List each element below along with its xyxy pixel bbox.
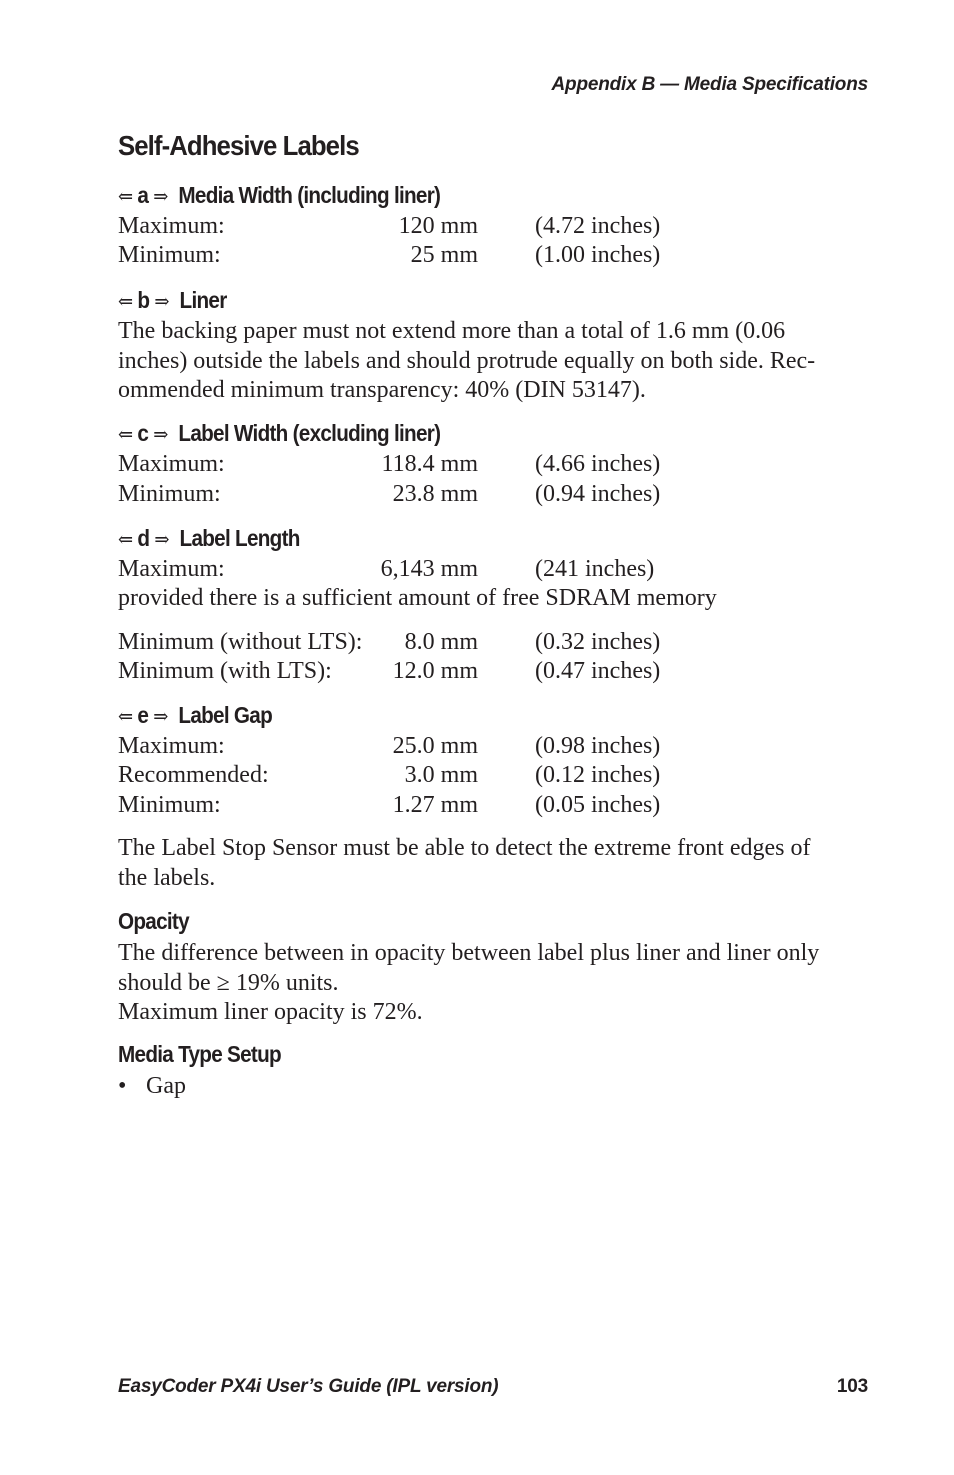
bullet-icon: •: [118, 1073, 127, 1099]
spec-row-label-length-min-without-lts: Minimum (without LTS): 8.0 mm (0.32 inches): [118, 629, 661, 655]
spec-row-label-length-max: Maximum: 6,143 mm (241 inches): [118, 556, 655, 582]
running-head: Appendix B — Media Specifications: [551, 74, 868, 95]
section-b-heading: ⇐ b ⇒ Liner: [118, 287, 227, 313]
spec-row-label-length-min-with-lts: Minimum (with LTS): 12.0 mm (0.47 inches): [118, 658, 661, 684]
spec-row-label-gap-max: Maximum: 25.0 mm (0.98 inches): [118, 733, 661, 759]
spec-row-media-width-max: Maximum: 120 mm (4.72 inches): [118, 213, 661, 239]
opacity-description: The difference between in opacity between label plus liner and liner only should be ≥ 19% units. Maximum liner opacity is 72%.: [118, 940, 820, 1025]
liner-description: The backing paper must not extend more than a total of 1.6 mm (0.06 inches) outside the labels and should protrude equally on both side. Rec- ommended minimum transparency: 40% (DIN 53147).: [118, 318, 816, 403]
document-page: Appendix B — Media Specifications Self-Adhesive Labels ⇐ a ⇒ Media Width (including liner) Maximum: 120 mm (4.72 inches) Minimum: 25 mm (1.00 inches) ⇐ b ⇒ Liner The backing paper must not extend more than a total of 1.6 mm (0.06 inches) outside the labels and should protrude equally on both side. Rec- ommended minimum transparency: 40% (DIN 53147). ⇐ c ⇒ Label Width (excluding liner) Maximum: 118.4 mm (4.66 inches) Minimum: 23.8 mm (0.94 inches) ⇐ d ⇒ Label Length Maximum: 6,143 mm (241 inches) provided there is a sufficient amount of free SDRAM memory Minimum (without LTS): 8.0 mm (0.32 inches) Minimum (with LTS): 12.0 mm (0.47 inches) ⇐ e ⇒ Label Gap Maximum: 25.0 mm (0.98 inches) Recommended: 3.0 mm (0.12 inches) Minimum: 1.27 mm (0.05 inches) The Label Stop Sensor must be able to detect the extreme front edges of the labels. Opacity The difference between in opacity between label plus liner and liner only should be ≥ 19% units. Maximum liner opacity is 72%. Media Type Setup • Gap EasyCoder PX4i User’s Guide (IPL version) 103: [118, 74, 868, 1397]
section-a-heading: ⇐ a ⇒ Media Width (including liner): [118, 182, 441, 208]
section-d-heading: ⇐ d ⇒ Label Length: [118, 525, 300, 551]
page-footer: [118, 1376, 868, 1398]
spec-row-label-width-max: Maximum: 118.4 mm (4.66 inches): [118, 451, 661, 477]
opacity-heading: Opacity: [118, 908, 189, 934]
footer-title: EasyCoder PX4i User’s Guide (IPL version): [118, 1376, 499, 1397]
page-title: Self-Adhesive Labels: [118, 130, 359, 161]
spec-row-label-gap-min: Minimum: 1.27 mm (0.05 inches): [118, 792, 661, 818]
sdram-note: provided there is a sufficient amount of free SDRAM memory: [118, 585, 717, 611]
spec-row-label-gap-recommended: Recommended: 3.0 mm (0.12 inches): [118, 762, 661, 788]
section-c-heading: ⇐ c ⇒ Label Width (excluding liner): [118, 420, 441, 446]
media-type-setup-heading: Media Type Setup: [118, 1041, 281, 1067]
section-e-heading: ⇐ e ⇒ Label Gap: [118, 702, 273, 728]
spec-row-label-width-min: Minimum: 23.8 mm (0.94 inches): [118, 481, 661, 507]
page-number: 103: [836, 1376, 868, 1397]
label-stop-sensor-note: The Label Stop Sensor must be able to detect the extreme front edges of the labels.: [118, 835, 811, 891]
spec-row-media-width-min: Minimum: 25 mm (1.00 inches): [118, 242, 661, 268]
